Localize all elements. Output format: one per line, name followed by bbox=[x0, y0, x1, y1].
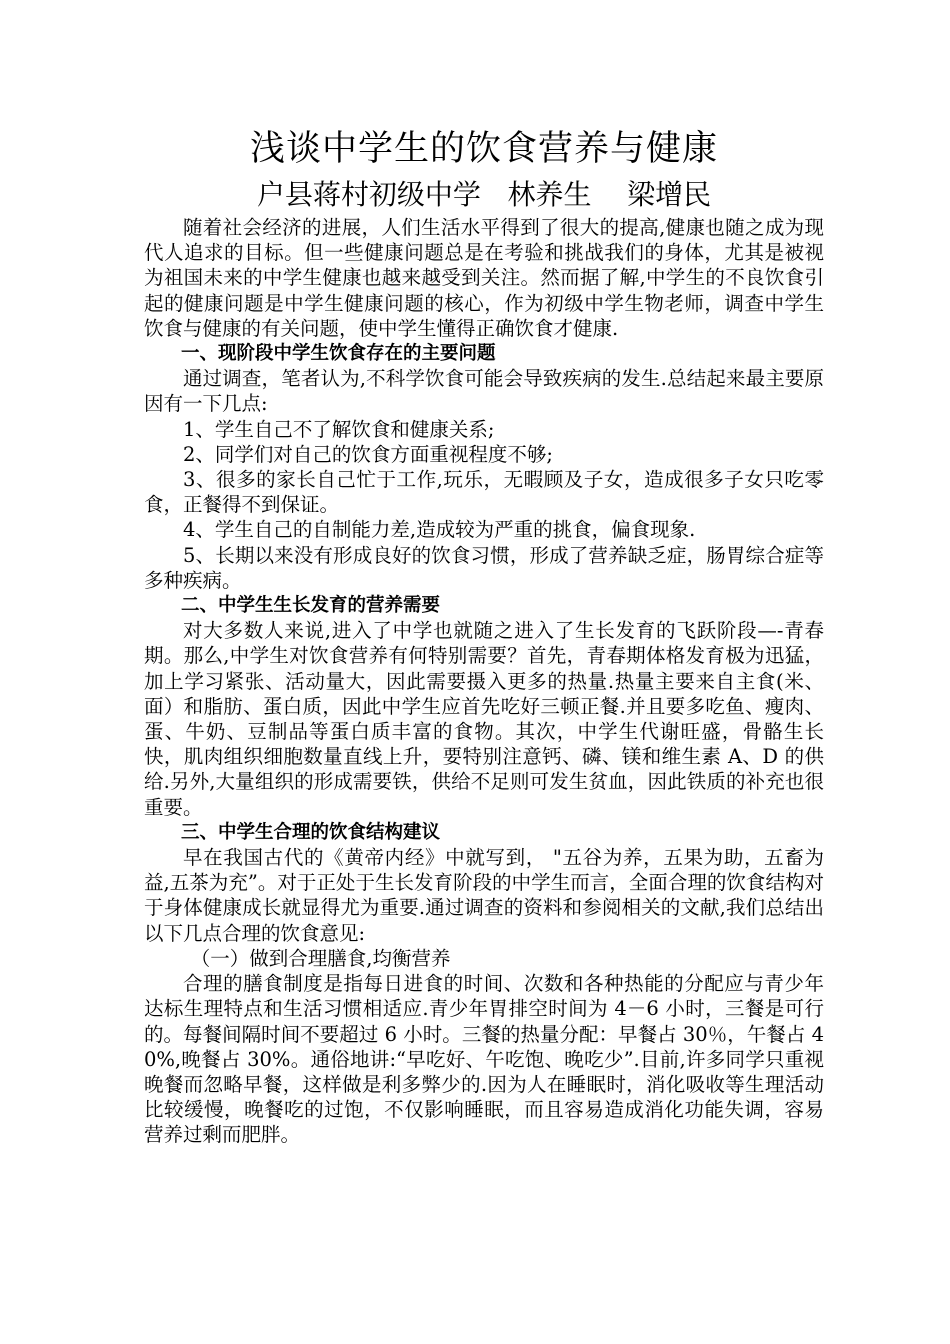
section-heading-1: 一、现阶段中学生饮食存在的主要问题 bbox=[181, 343, 496, 365]
paragraph-intro: 随着社会经济的进展，人们生活水平得到了很大的提高,健康也随之成为现代人追求的目标。但一些健康问题总是在考验和挑战我们的身体，尤其是被视为祖国未来的中学生健康也越来越受到关注。然而据了解,中学生的不良饮食引起的健康问题是中学生健康问题的核心，作为初级中学生物老师，调查中学生饮食与健康的有关问题，使中学生懂得正确饮食才健康. bbox=[144, 216, 824, 340]
list-item: 2、同学们对自己的饮食方面重视程度不够; bbox=[183, 442, 553, 466]
subsection-heading-1: （一）做到合理膳食,均衡营养 bbox=[190, 946, 451, 970]
list-item: 3、很多的家长自己忙于工作,玩乐，无暇顾及子女，造成很多子女只吃零食，正餐得不到保证。 bbox=[144, 468, 824, 517]
paragraph: 通过调查，笔者认为,不科学饮食可能会导致疾病的发生.总结起来最主要原因有一下几点: bbox=[144, 367, 824, 416]
list-item: 4、学生自己的自制能力差,造成较为严重的挑食，偏食现象. bbox=[183, 518, 696, 542]
list-item: 1、学生自己不了解饮食和健康关系; bbox=[183, 417, 495, 441]
paragraph: 早在我国古代的《黄帝内经》中就写到， "五谷为养，五果为助，五畜为益,五茶为充”。对于正处于生长发育阶段的中学生而言，全面合理的饮食结构对于身体健康成长就显得尤为重要.通过调查的资料和参阅相关的文献,我们总结出以下几点合理的饮食意见: bbox=[144, 846, 824, 945]
document-page bbox=[144, 126, 824, 1148]
document-title: 浅谈中学生的饮食营养与健康 bbox=[249, 129, 718, 169]
paragraph: 对大多数人来说,进入了中学也就随之进入了生长发育的飞跃阶段—-青春期。那么,中学生对饮食营养有何特别需要？首先，青春期体格发育极为迅猛，加上学习紧张、活动量大，因此需要摄入更多的热量.热量主要来自主食(米、面）和脂肪、蛋白质，因此中学生应首先吃好三顿正餐.并且要多吃鱼、瘦肉、蛋、牛奶、豆制品等蛋白质丰富的食物。其次，中学生代谢旺盛，骨骼生长快，肌肉组织细胞数量直线上升，要特别注意钙、磷、镁和维生素 A、D 的供给.另外,大量组织的形成需要铁，供给不足则可发生贫血，因此铁质的补充也很重要。 bbox=[144, 619, 824, 819]
paragraph: 合理的膳食制度是指每日进食的时间、次数和各种热能的分配应与青少年达标生理特点和生活习惯相适应.青少年胃排空时间为 4－6 小时，三餐是可行的。每餐间隔时间不要超过 6 小时。三餐的热量分配：早餐占 30％，午餐占 40%,晚餐占 30%。通俗地讲:“早吃好、午吃饱、晚吃少”.目前,许多同学只重视晚餐而忽略早餐，这样做是利多弊少的.因为人在睡眠时，消化吸收等生理活动比较缓慢，晚餐吃的过饱，不仅影响睡眠，而且容易造成消化功能失调，容易营养过剩而肥胖。 bbox=[144, 972, 824, 1147]
document-authors: 户县蒋村初级中学 林养生 梁增民 bbox=[256, 178, 712, 211]
section-heading-2: 二、中学生生长发育的营养需要 bbox=[181, 595, 441, 617]
list-item: 5、长期以来没有形成良好的饮食习惯，形成了营养缺乏症，肠胃综合症等多种疾病。 bbox=[144, 543, 824, 592]
section-heading-3: 三、中学生合理的饮食结构建议 bbox=[181, 821, 441, 843]
document-body bbox=[144, 215, 824, 1148]
